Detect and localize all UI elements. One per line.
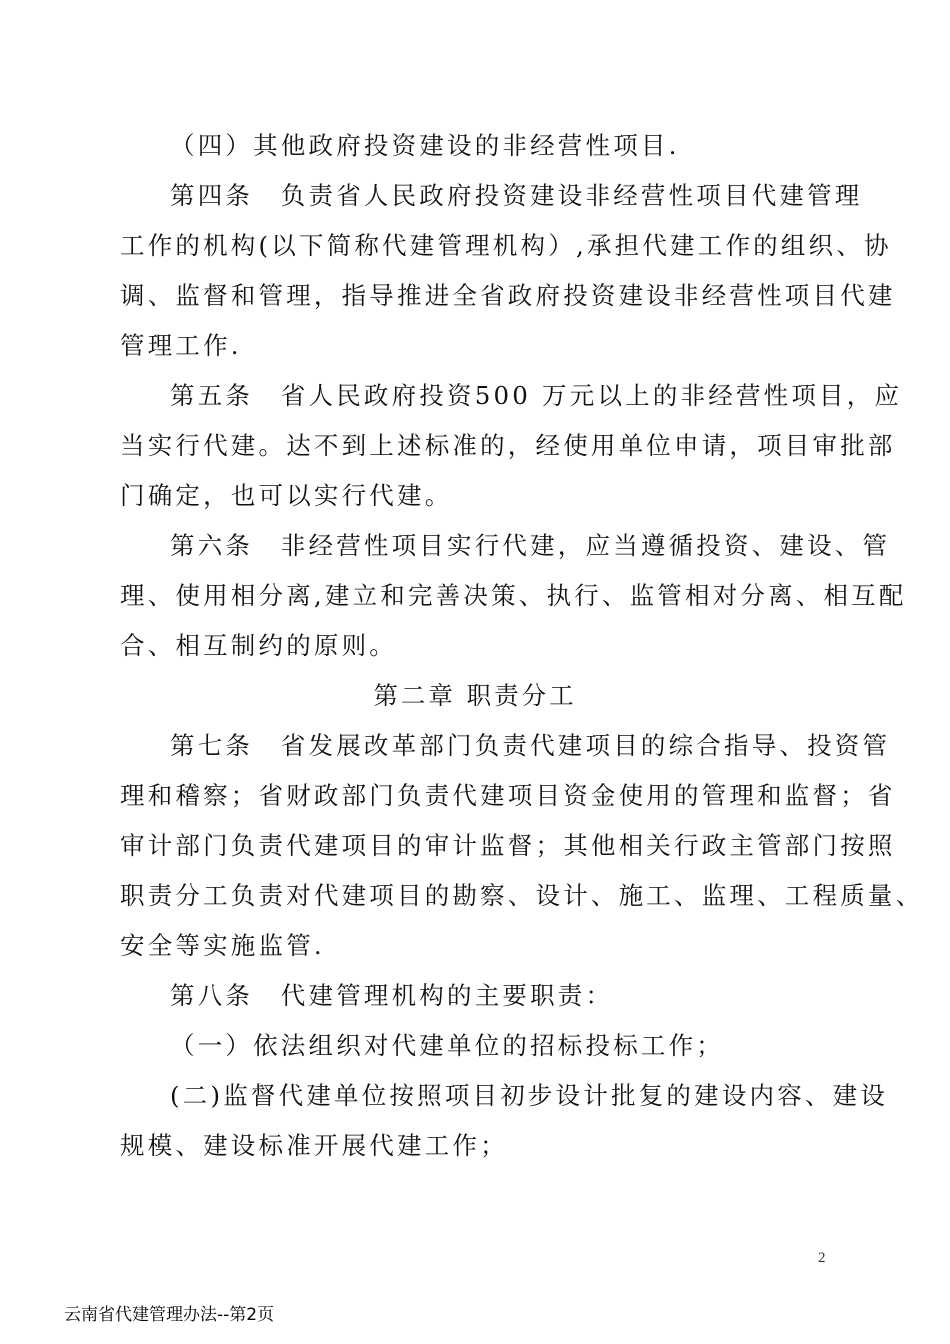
paragraph-line: 理和稽察；省财政部门负责代建项目资金使用的管理和监督；省: [120, 781, 896, 810]
article-4-line: 第四条 负责省人民政府投资建设非经营性项目代建管理: [170, 181, 863, 210]
paragraph-line: 工作的机构(以下简称代建管理机构）,承担代建工作的组织、协: [120, 231, 892, 260]
article-5-line: 第五条 省人民政府投资500 万元以上的非经营性项目，应: [170, 381, 903, 410]
paragraph-line: 理、使用相分离,建立和完善决策、执行、监管相对分离、相互配: [120, 581, 907, 610]
paragraph-line: 门确定，也可以实行代建。: [120, 481, 453, 510]
list-item: （一）依法组织对代建单位的招标投标工作；: [170, 1031, 724, 1060]
paragraph-line: 职责分工负责对代建项目的勘察、设计、施工、监理、工程质量、: [120, 881, 924, 910]
article-8-line: 第八条 代建管理机构的主要职责：: [170, 981, 614, 1010]
chapter-heading: 第二章 职责分工: [373, 681, 577, 710]
paragraph-line: 审计部门负责代建项目的审计监督；其他相关行政主管部门按照: [120, 831, 896, 860]
page-footer: 云南省代建管理办法--第2页: [64, 1305, 275, 1325]
paragraph-line: 调、监督和管理，指导推进全省政府投资建设非经营性项目代建: [120, 281, 896, 310]
paragraph-line: 规模、建设标准开展代建工作；: [120, 1131, 508, 1160]
paragraph-line: 合、相互制约的原则。: [120, 631, 397, 660]
paragraph-line: （四）其他政府投资建设的非经营性项目.: [170, 131, 680, 160]
article-6-line: 第六条 非经营性项目实行代建，应当遵循投资、建设、管: [170, 531, 891, 560]
list-item: (二)监督代建单位按照项目初步设计批复的建设内容、建设: [170, 1081, 889, 1110]
article-7-line: 第七条 省发展改革部门负责代建项目的综合指导、投资管: [170, 731, 891, 760]
paragraph-line: 安全等实施监管.: [120, 931, 325, 960]
paragraph-line: 管理工作.: [120, 331, 242, 360]
page-number: 2: [818, 1250, 826, 1266]
paragraph-line: 当实行代建。达不到上述标准的，经使用单位申请，项目审批部: [120, 431, 896, 460]
